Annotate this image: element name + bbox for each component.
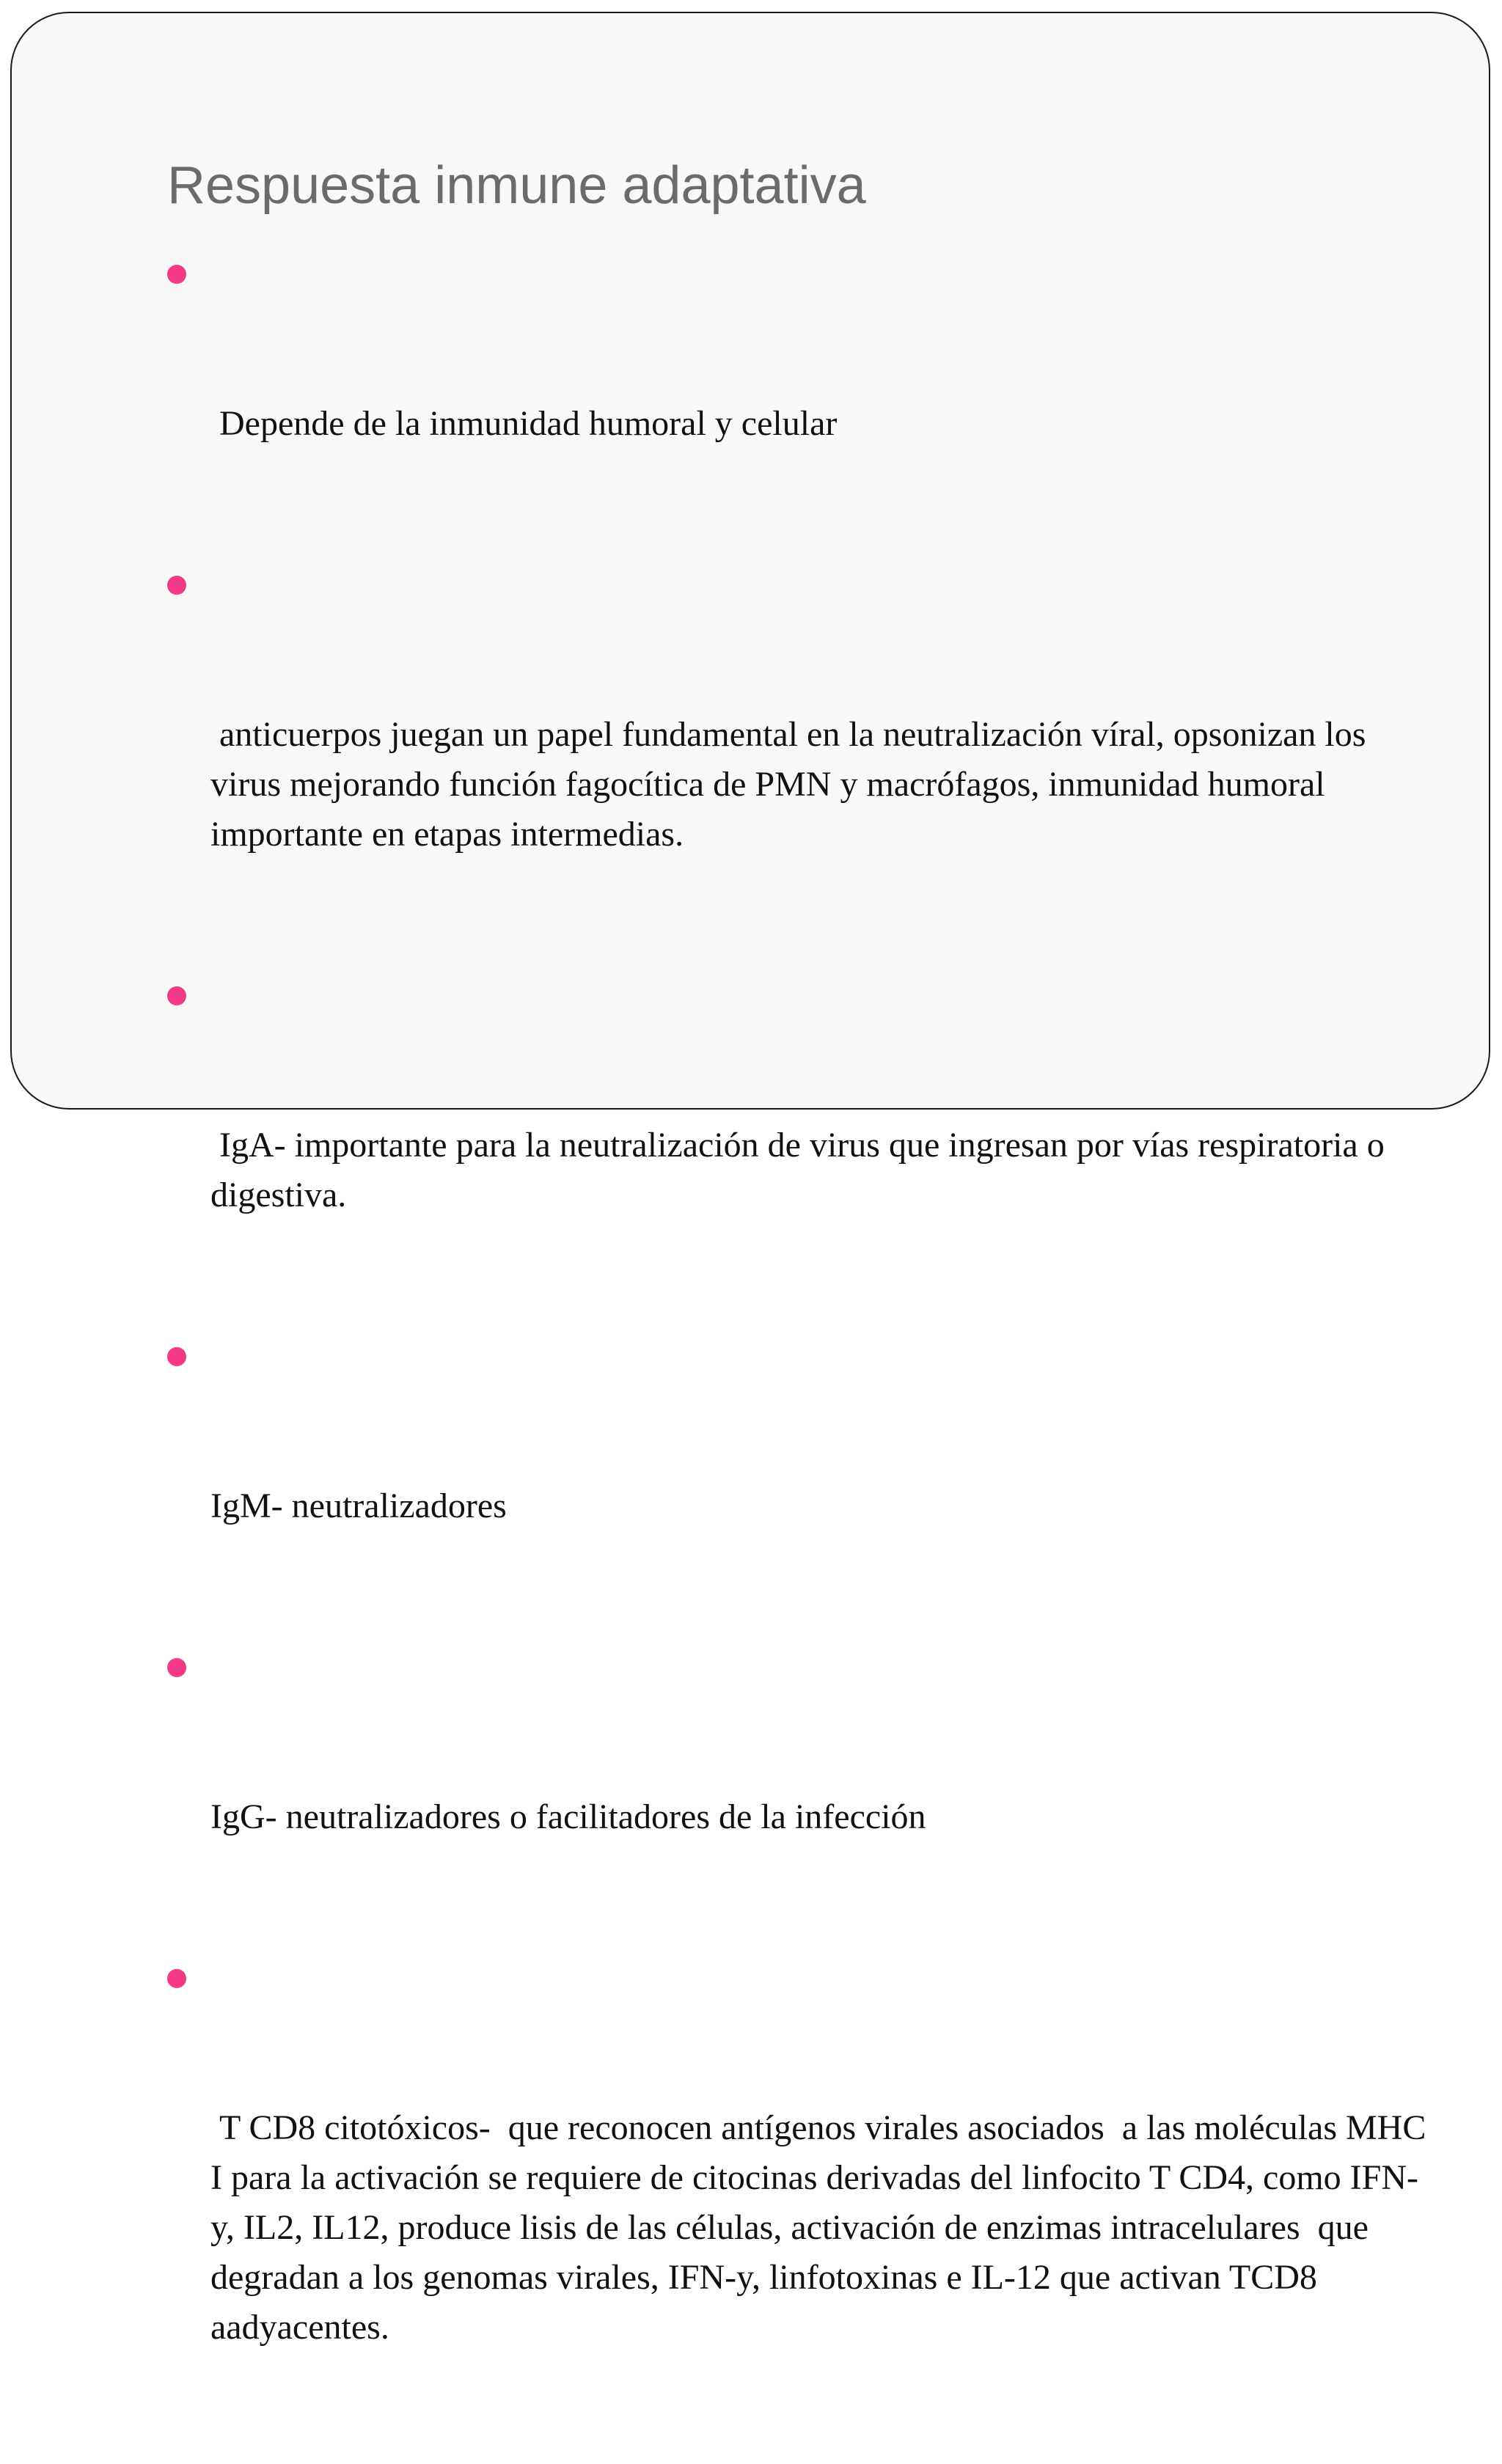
bullet-text: T CD8 citotóxicos- que reconocen antígenos virales asociados a las moléculas MHC I para la activación se requiere de citocinas derivadas del linfocito T CD4, como IFN-y, IL2, IL12, produce lisis de las células, activación de enzimas intracelulares que degradan a los genomas virales, IFN-y, linfotoxinas e IL-12 que activan TCD8 aadyacentes. [210,2108,1435,2347]
list-item [167,1954,1435,2452]
list-item [167,1332,1429,1631]
bullet-dot-icon [167,576,186,595]
bullet-text: IgA- importante para la neutralización de virus que ingresan por vías respiratoria o digestiva. [210,1126,1393,1214]
bullet-dot-icon [167,986,186,1005]
bullet-text: Depende de la inmunidad humoral y celular [210,404,838,443]
bullet-dot-icon [167,265,186,284]
list-item [167,560,1429,959]
bullet-dot-icon [167,1658,186,1677]
list-item [167,971,1429,1320]
bullet-text: IgM- neutralizadores [210,1486,507,1525]
bullet-dot-icon [167,1969,186,1988]
list-item [167,249,1429,549]
list-item [167,1643,1429,1942]
bullet-text: IgG- neutralizadores o facilitadores de la infección [210,1797,926,1836]
bullet-text: anticuerpos juegan un papel fundamental en la neutralización víral, opsonizan los virus mejorando función fagocítica de PMN y macrófagos, inmunidad humoral importante en etapas intermedias. [210,715,1375,854]
slide-title: Respuesta inmune adaptativa [167,156,866,215]
bullet-dot-icon [167,1347,186,1366]
bullet-list [167,249,1435,2464]
